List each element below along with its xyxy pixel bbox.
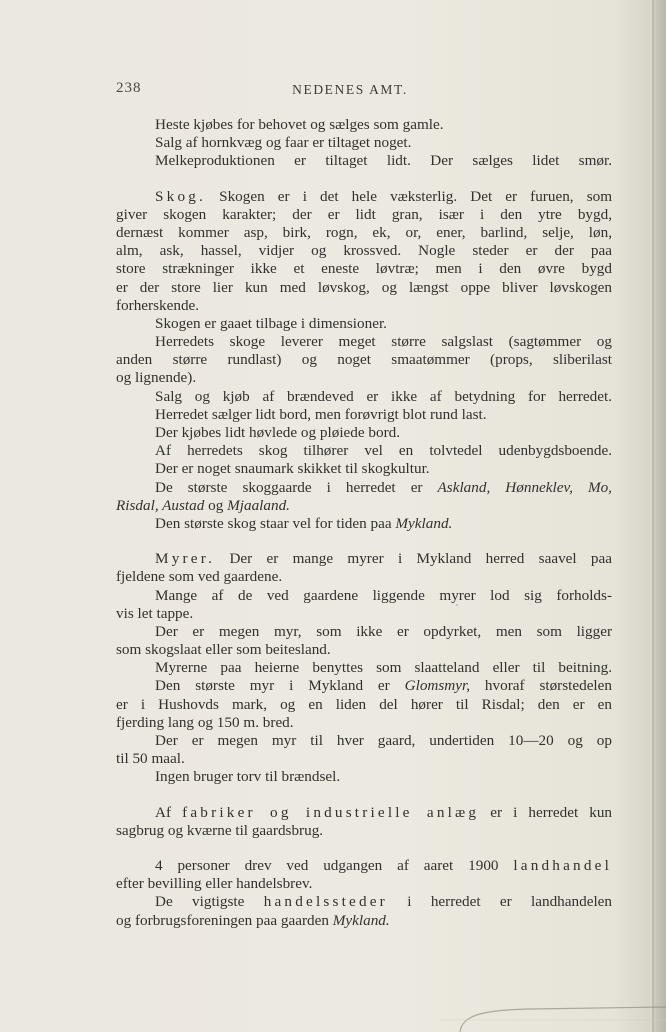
text-line: Skogen er gaaet tilbage i dimensioner. (155, 314, 387, 332)
text-span: De vigtigste (155, 893, 264, 911)
text-line: store strækninger ikke et eneste løvtræ; men i den øvre bygd (116, 260, 612, 278)
text-span: 4 personer drev ved udgangen af aaret 1900 (155, 856, 514, 874)
text-span: De største skoggaarde i herredet er (155, 478, 438, 496)
text-span: Skogen er i det hele væksterlig. Det er furuen, som (219, 187, 613, 205)
text-line: vis let tappe. (116, 604, 194, 622)
text-line: fjerding lang og 150 m. bred. (116, 713, 294, 731)
text-line: Af herredets skog tilhører vel en tolvtedel udenbygdsboende. (155, 442, 612, 460)
section-myrer-first-line (116, 550, 612, 568)
text-line: Herredets skoge leverer meget større salgslast (sagtømmer og (155, 333, 612, 351)
section-heading-fabriker: fabriker og industrielle anlæg (182, 803, 480, 821)
text-line: til 50 maal. (116, 750, 185, 768)
section-heading-myrer: Myrer. (155, 550, 216, 568)
text-span: Den største skog staar vel for tiden paa (155, 514, 396, 532)
italic-place-name: Mykland. (395, 514, 453, 532)
text-line: forherskende. (116, 296, 200, 314)
section-handel-first-line (116, 857, 612, 875)
section-heading-landhandel: landhandel (513, 856, 612, 874)
text-line: Myrerne paa heierne benyttes som slaatteland eller til beitning. (155, 659, 612, 677)
italic-place-names: Askland, Hønneklev, Mo, (437, 478, 612, 496)
text-line: Der er noget snaumark skikket til skogkultur. (155, 460, 430, 478)
page-number: 238 (116, 80, 142, 96)
text-line (116, 677, 612, 695)
text-line (116, 515, 612, 533)
text-line: er i Hushovds mark, og en liden del hører til Risdal; den er en (116, 695, 612, 713)
text-line: Herredet sælger lidt bord, men forøvrigt blot rund last. (155, 405, 487, 423)
text-line: fjeldene som ved gaardene. (116, 568, 283, 586)
text-line: er der store lier kun med løvskog, og længst oppe bliver løvskogen (116, 278, 612, 296)
text-line: Der kjøbes lidt høvlede og pløiede bord. (155, 424, 401, 441)
text-span: Der er mange myrer i Mykland herred saavel paa (229, 550, 613, 568)
text-line (116, 893, 612, 911)
text-line: anden større rundlast) og noget smaatømmer (props, sliberilast (116, 351, 612, 369)
page-edge-line (652, 0, 654, 1032)
text-line: Salg og kjøb af brændeved er ikke af betydning for herredet. (155, 387, 612, 405)
text-line (116, 497, 612, 515)
italic-place-names: Risdal, Austad (116, 496, 205, 514)
section-fabriker-first-line (116, 804, 612, 822)
text-line: som skogslaat eller som beitesland. (116, 641, 331, 659)
text-line (116, 479, 612, 497)
section-heading-skog: Skog. (155, 187, 207, 205)
text-span: og (204, 496, 228, 514)
text-line: Salg af hornkvæg og faar er tiltaget noget. (155, 134, 412, 152)
text-span: i herredet er landhandelen (387, 893, 612, 911)
text-line: Melkeproduktionen er tiltaget lidt. Der sælges lidet smør. (155, 152, 612, 170)
text-line: Der er megen myr til hver gaard, undertiden 10—20 og op (155, 732, 612, 749)
section-skog-first-line (116, 188, 612, 206)
text-span: Af (155, 803, 183, 821)
text-line: dernæst kommer asp, birk, rogn, ek, or, ener, barlind, selje, løn, (116, 223, 612, 241)
text-line: Der er megen myr, som ikke er opdyrket, men som ligger (155, 622, 612, 640)
section-heading-handelssteder: handelssteder (263, 893, 388, 911)
text-line: Ingen bruger torv til brændsel. (155, 768, 341, 786)
running-head: NEDENES AMT. (292, 82, 408, 97)
text-line: sagbrug og kværne til gaardsbrug. (116, 821, 324, 839)
text-line: og lignende). (116, 369, 197, 387)
paper-speck (456, 604, 458, 606)
text-line: Mange af de ved gaardene liggende myrer lod sig forholds- (155, 586, 612, 604)
italic-place-name: Mjaaland. (227, 496, 290, 514)
text-span: hvoraf størstedelen (470, 677, 612, 695)
italic-place-name: Mykland. (332, 911, 390, 929)
text-span: Den største myr i Mykland er (155, 677, 405, 695)
text-span: og forbrugsforeningen paa gaarden (116, 911, 333, 929)
text-line (116, 912, 612, 930)
text-line: alm, ask, hassel, vidjer og krossved. Nogle steder er der paa (116, 242, 612, 260)
text-line: giver skogen karakter; der er lidt gran, især i den ytre bygd, (116, 205, 612, 223)
page-curl-edge (440, 990, 666, 1032)
text-line: efter bevilling eller handelsbrev. (116, 875, 313, 893)
body-text (116, 116, 612, 930)
italic-place-name: Glomsmyr, (404, 677, 471, 695)
text-span: er i herredet kun (479, 803, 613, 821)
text-line: Heste kjøbes for behovet og sælges som gamle. (155, 116, 444, 133)
